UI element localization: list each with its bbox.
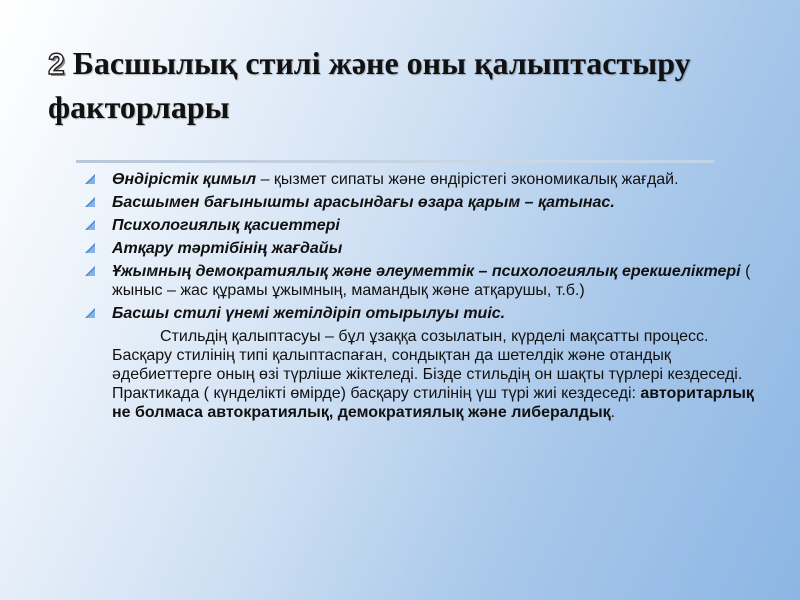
bullet-item	[82, 304, 772, 323]
bullet-item	[82, 262, 772, 300]
bullet-bold-text: Өндірістік қимыл	[112, 171, 257, 188]
title-number: 2	[48, 48, 65, 81]
bullet-item	[82, 239, 772, 258]
triangle-bullet-icon	[84, 265, 96, 277]
title-divider	[76, 160, 714, 163]
paragraph-text: Стильдің қалыптасуы – бұл ұзаққа созылатын, күрделі мақсатты процесс. Басқару стилінің типі қалыптаспаған, сондықтан да шетелдік және отандық әдебиеттерге оның өзі түрліше жіктеледі. Бізде стильдің он шақты түрлері кездеседі. Практикада ( күнделікті өмірде) басқару стилінің үш түрі жиі кездеседі:	[112, 328, 743, 402]
triangle-bullet-icon	[84, 242, 96, 254]
bullet-item	[82, 216, 772, 235]
bullet-item	[82, 193, 772, 212]
triangle-bullet-icon	[84, 307, 96, 319]
bullet-bold-text: Басшымен бағынышты арасындағы өзара қарым – қатынас.	[112, 194, 615, 211]
bullet-bold-text: Ұжымның демократиялық және әлеуметтік – психологиялық ерекшеліктері	[112, 263, 741, 280]
title-text: Басшылық стилі және оны қалыптастыру факторлары	[48, 45, 691, 125]
slide-content	[82, 170, 772, 422]
bullet-rest-text: – қызмет сипаты және өндірістегі экономикалық жағдай.	[256, 171, 679, 188]
slide-title	[48, 42, 768, 128]
bullet-bold-text: Басшы стилі үнемі жетілдіріп отырылуы тиіс.	[112, 305, 506, 322]
triangle-bullet-icon	[84, 173, 96, 185]
bullet-bold-text: Психологиялық қасиеттері	[112, 217, 340, 234]
body-paragraph	[82, 327, 772, 422]
paragraph-strong-text: авторитарлық не болмаса автократиялық, демократиялық және либералдық	[112, 385, 754, 421]
bullet-item	[82, 170, 772, 189]
triangle-bullet-icon	[84, 219, 96, 231]
paragraph-end: .	[610, 404, 616, 421]
triangle-bullet-icon	[84, 196, 96, 208]
bullet-rest-text: ( жыныс – жас құрамы ұжымның, мамандық және атқарушы, т.б.)	[112, 263, 751, 299]
bullet-bold-text: Атқару тәртібінің жағдайы	[112, 240, 343, 257]
